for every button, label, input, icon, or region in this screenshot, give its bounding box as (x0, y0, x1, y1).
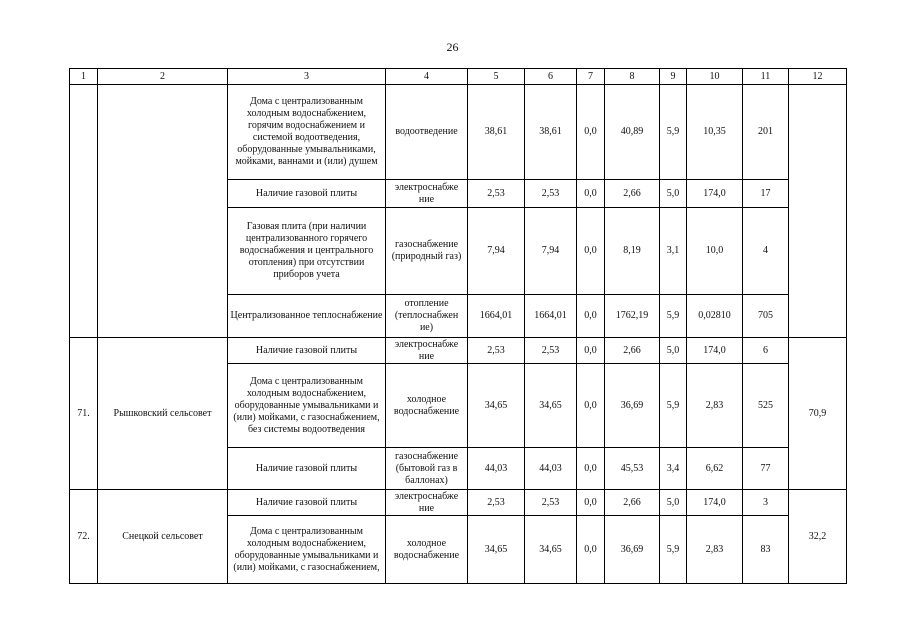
cell-col10: 10,35 (687, 85, 743, 180)
cell-col6: 2,53 (525, 338, 577, 364)
cell-col8: 1762,19 (605, 295, 660, 338)
header-cell: 5 (468, 69, 525, 85)
cell-col12-empty (789, 85, 847, 338)
cell-settlement-name: Рышковский сельсовет (98, 338, 228, 490)
cell-service: холодное водоснабжение (386, 364, 468, 448)
cell-col11: 6 (743, 338, 789, 364)
cell-col6: 2,53 (525, 180, 577, 208)
header-cell: 12 (789, 69, 847, 85)
cell-col5: 38,61 (468, 85, 525, 180)
page-number: 26 (446, 40, 459, 54)
cell-service: газоснабжение (природный газ) (386, 208, 468, 295)
cell-col8: 36,69 (605, 516, 660, 584)
cell-col6: 34,65 (525, 364, 577, 448)
header-cell: 1 (70, 69, 98, 85)
cell-description: Наличие газовой плиты (228, 338, 386, 364)
cell-row-number: 72. (70, 490, 98, 584)
cell-description: Дома с централизованным холодным водоснабжением, оборудованные умывальниками и (или) мойками, с газоснабжением, без системы водоотведения (228, 364, 386, 448)
cell-col7: 0,0 (577, 295, 605, 338)
header-cell: 10 (687, 69, 743, 85)
cell-col8: 36,69 (605, 364, 660, 448)
cell-col12-value: 70,9 (789, 338, 847, 490)
cell-col9: 5,9 (660, 295, 687, 338)
cell-col11: 83 (743, 516, 789, 584)
cell-col10: 6,62 (687, 448, 743, 490)
cell-service: газоснабжение (бытовой газ в баллонах) (386, 448, 468, 490)
cell-col8: 2,66 (605, 490, 660, 516)
cell-col9: 5,9 (660, 85, 687, 180)
cell-col9: 3,1 (660, 208, 687, 295)
header-cell: 8 (605, 69, 660, 85)
header-cell: 11 (743, 69, 789, 85)
table-row (70, 85, 847, 180)
cell-col7: 0,0 (577, 364, 605, 448)
cell-description: Наличие газовой плиты (228, 448, 386, 490)
cell-settlement-name: Снецкой сельсовет (98, 490, 228, 584)
cell-col5: 7,94 (468, 208, 525, 295)
cell-service: водоотведение (386, 85, 468, 180)
cell-col5: 2,53 (468, 338, 525, 364)
cell-col9: 5,0 (660, 490, 687, 516)
cell-col9: 5,9 (660, 364, 687, 448)
cell-col6: 7,94 (525, 208, 577, 295)
cell-col10: 10,0 (687, 208, 743, 295)
cell-col7: 0,0 (577, 338, 605, 364)
cell-col9: 3,4 (660, 448, 687, 490)
cell-col9: 5,0 (660, 180, 687, 208)
cell-col6: 44,03 (525, 448, 577, 490)
cell-col6: 38,61 (525, 85, 577, 180)
cell-col5: 34,65 (468, 364, 525, 448)
table-row (70, 338, 847, 364)
cell-service: электроснабже ние (386, 490, 468, 516)
cell-row-number: 71. (70, 338, 98, 490)
cell-col10: 0,02810 (687, 295, 743, 338)
cell-col10: 2,83 (687, 364, 743, 448)
table-header-row (70, 69, 847, 85)
cell-col11: 201 (743, 85, 789, 180)
cell-col11: 3 (743, 490, 789, 516)
cell-col7: 0,0 (577, 180, 605, 208)
cell-col6: 34,65 (525, 516, 577, 584)
cell-col6: 2,53 (525, 490, 577, 516)
cell-service: холодное водоснабжение (386, 516, 468, 584)
header-cell: 6 (525, 69, 577, 85)
cell-col11: 4 (743, 208, 789, 295)
cell-col6: 1664,01 (525, 295, 577, 338)
cell-col7: 0,0 (577, 448, 605, 490)
cell-col9: 5,0 (660, 338, 687, 364)
cell-description: Наличие газовой плиты (228, 180, 386, 208)
cell-col5: 2,53 (468, 180, 525, 208)
cell-col11: 705 (743, 295, 789, 338)
cell-col7: 0,0 (577, 208, 605, 295)
cell-col11: 525 (743, 364, 789, 448)
cell-col7: 0,0 (577, 85, 605, 180)
cell-col8: 8,19 (605, 208, 660, 295)
cell-num-empty (70, 85, 98, 338)
cell-col11: 77 (743, 448, 789, 490)
cell-settlement-empty (98, 85, 228, 338)
table-row (70, 490, 847, 516)
header-cell: 9 (660, 69, 687, 85)
cell-col11: 17 (743, 180, 789, 208)
cell-col8: 45,53 (605, 448, 660, 490)
tariff-table (69, 68, 847, 584)
header-cell: 3 (228, 69, 386, 85)
cell-col10: 2,83 (687, 516, 743, 584)
cell-service: электроснабже ние (386, 180, 468, 208)
cell-description: Газовая плита (при наличии централизованного горячего водоснабжения и центрального отопления) при отсутствии приборов учета (228, 208, 386, 295)
header-cell: 7 (577, 69, 605, 85)
cell-col9: 5,9 (660, 516, 687, 584)
cell-col10: 174,0 (687, 180, 743, 208)
cell-col5: 34,65 (468, 516, 525, 584)
cell-service: отопление (теплоснабжен ие) (386, 295, 468, 338)
cell-col5: 1664,01 (468, 295, 525, 338)
cell-description: Централизованное теплоснабжение (228, 295, 386, 338)
cell-description: Наличие газовой плиты (228, 490, 386, 516)
cell-col7: 0,0 (577, 516, 605, 584)
cell-col12-value: 32,2 (789, 490, 847, 584)
header-cell: 2 (98, 69, 228, 85)
cell-col7: 0,0 (577, 490, 605, 516)
cell-description: Дома с централизованным холодным водоснабжением, оборудованные умывальниками и (или) мойками, с газоснабжением, (228, 516, 386, 584)
header-cell: 4 (386, 69, 468, 85)
cell-col8: 2,66 (605, 338, 660, 364)
cell-col10: 174,0 (687, 490, 743, 516)
cell-col5: 44,03 (468, 448, 525, 490)
cell-col5: 2,53 (468, 490, 525, 516)
cell-service: электроснабже ние (386, 338, 468, 364)
cell-description: Дома с централизованным холодным водоснабжением, горячим водоснабжением и системой водоотведения, оборудованные умывальниками, мойками, ваннами и (или) душем (228, 85, 386, 180)
cell-col8: 2,66 (605, 180, 660, 208)
cell-col8: 40,89 (605, 85, 660, 180)
cell-col10: 174,0 (687, 338, 743, 364)
